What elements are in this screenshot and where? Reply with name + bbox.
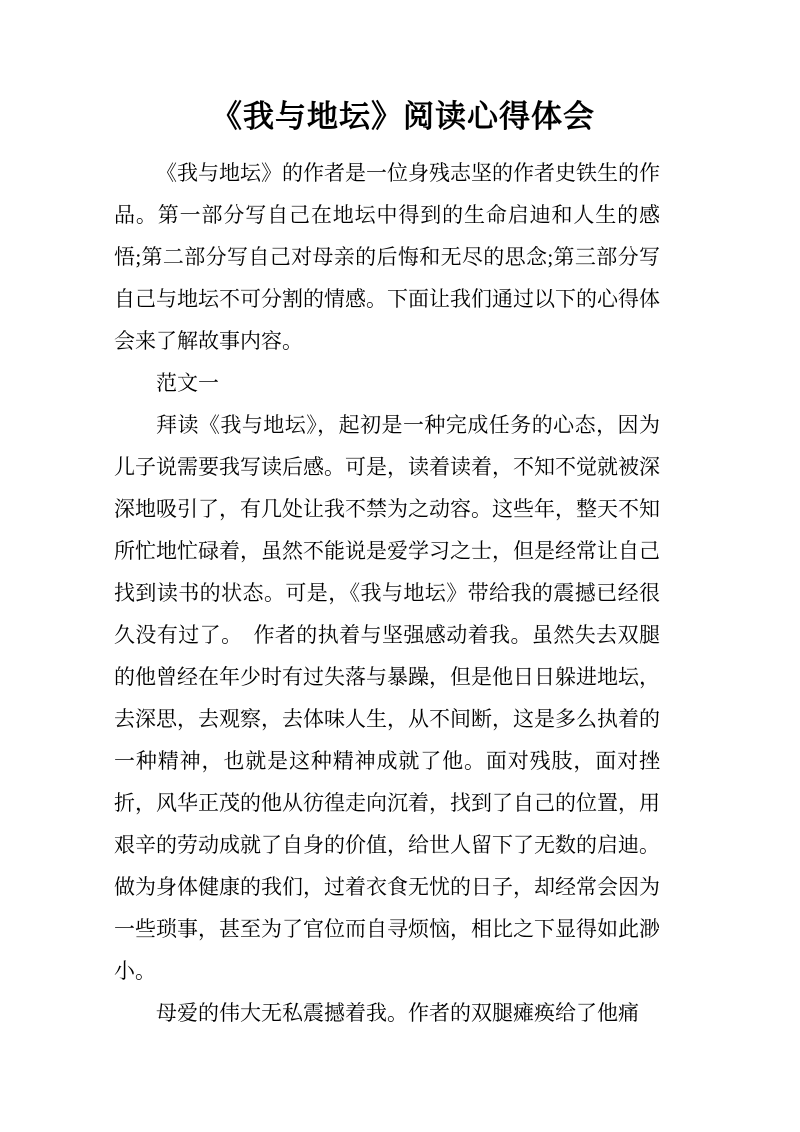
body-paragraph-main: 拜读《我与地坛》，起初是一种完成任务的心态，因为儿子说需要我写读后感。可是，读着读着，不知不觉就被深深地吸引了，有几处让我不禁为之动容。这些年，整天不知所忙地忙碌着，虽然不能说是爱学习之士，但是经常让自己找到读书的状态。可是，《我与地坛》带给我的震撼已经很久没有过了。 作者的执着与坚强感动着我。虽然失去双腿的他曾经在年少时有过失落与暴躁，但是他日日躲进地坛，去深思，去观察，去体味人生，从不间断，这是多么执着的一种精神，也就是这种精神成就了他。面对残肢，面对挫折，风华正茂的他从彷徨走向沉着，找到了自己的位置，用艰辛的劳动成就了自身的价值，给世人留下了无数的启迪。做为身体健康的我们，过着衣食无忧的日子，却经常会因为一些琐事，甚至为了官位而自寻烦恼，相比之下显得如此渺小。	[114, 413, 660, 983]
document-body	[114, 152, 660, 1034]
intro-paragraph: 《我与地坛》的作者是一位身残志坚的作者史铁生的作品。第一部分写自己在地坛中得到的生命启迪和人生的感悟;第二部分写自己对母亲的后悔和无尽的思念;第三部分写自己与地坛不可分割的情感。下面让我们通过以下的心得体会来了解故事内容。	[114, 161, 660, 353]
document-content	[114, 94, 660, 1034]
body-paragraph-mother-love: 母爱的伟大无私震撼着我。作者的双腿瘫痪给了他痛	[156, 1001, 639, 1025]
document-title: 《我与地坛》阅读心得体会	[211, 99, 595, 134]
section-heading-fanwen-yi: 范文一	[156, 371, 219, 395]
